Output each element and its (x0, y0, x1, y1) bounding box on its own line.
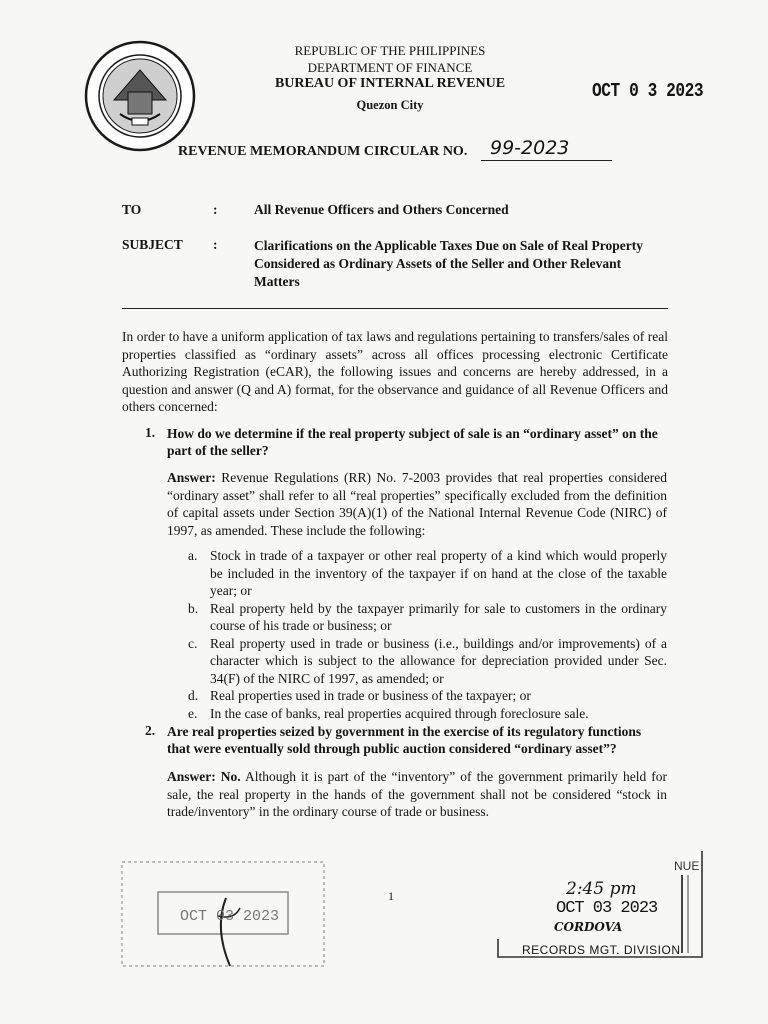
list-item-text: Real property used in trade or business (i.e., buildings and/or improvements) of a character which is subject to the allowance for depreciation provided under Sec. 34(F) of the NIRC of 1997, as amended; or (210, 635, 667, 686)
q1-question: How do we determine if the real property subject of sale is an “ordinary asset” on the part of the seller? (167, 426, 658, 458)
circular-number-line (481, 160, 612, 161)
list-item-mark: b. (188, 600, 199, 616)
stamp-division: RECORDS MGT. DIVISION (522, 943, 681, 957)
date-stamp: OCT 0 3 2023 (592, 80, 704, 102)
received-stamp-right (496, 845, 708, 963)
q1-answer (167, 469, 667, 539)
list-item (188, 600, 667, 635)
q2-answer (167, 768, 667, 821)
received-stamp-left (118, 858, 328, 970)
to-label: TO (122, 202, 142, 217)
left-stamp-date: OCT 03 2023 (180, 908, 280, 925)
q1-answer-text: Revenue Regulations (RR) No. 7-2003 provides that real properties considered “ordinary asset” shall refer to all “real properties” specifically excluded from the definition of capital assets under Section 39(A)(1) of the National Internal Revenue Code (NIRC) of 1997, as amended. These include the following: (167, 470, 667, 538)
bir-seal (84, 40, 196, 152)
list-item-mark: d. (188, 688, 199, 703)
subject-label: SUBJECT (122, 237, 183, 252)
header-department: DEPARTMENT OF FINANCE (307, 60, 473, 75)
list-item (188, 635, 667, 688)
to-value: All Revenue Officers and Others Concerned (254, 202, 509, 217)
list-item-text: Real properties used in trade or business of the taxpayer; or (210, 688, 531, 703)
q2-answer-text: Although it is part of the “inventory” of the government primarily held for sale, the real property in the hands of the government shall not be considered “stock in trade/inventory” in the ordinary course of trade or business. (167, 769, 667, 819)
list-item-mark: c. (188, 635, 198, 651)
header-bureau: BUREAU OF INTERNAL REVENUE (274, 76, 506, 91)
stamp-date: OCT 03 2023 (556, 899, 658, 918)
list-item-text: In the case of banks, real properties acquired through foreclosure sale. (210, 705, 589, 721)
q1-answer-label: Answer: (167, 470, 216, 485)
stamp-time: 2:45 pm (566, 879, 637, 899)
page-number: 1 (388, 889, 394, 903)
q2-number: 2. (145, 723, 156, 738)
list-item (188, 687, 667, 705)
to-colon: : (213, 202, 218, 217)
q2-question: Are real properties seized by government in the exercise of its regulatory functions that were eventually sold through public auction considered “ordinary asset”? (167, 724, 642, 756)
list-item (188, 705, 667, 723)
list-item-mark: e. (188, 705, 198, 721)
subject-line-2: Considered as Ordinary Assets of the Seller and Other Relevant (254, 256, 622, 271)
intro-paragraph: In order to have a uniform application of tax laws and regulations pertaining to transfers/sales of real properties classified as “ordinary assets” across all offices processing electronic Certificate Authorizing Registration (eCAR), the following issues and concerns are hereby addressed, in a question and answer (Q and A) format, for the observance and guidance of all Revenue Officers and others concerned: (122, 329, 668, 414)
list-item (188, 547, 667, 600)
stamp-initials: CORDOVA (554, 920, 623, 934)
q2-answer-label: Answer: No. (167, 769, 241, 784)
list-item-text: Real property held by the taxpayer primarily for sale to customers in the ordinary course of his trade or business; or (210, 600, 667, 633)
header-republic: REPUBLIC OF THE PHILIPPINES (294, 43, 486, 58)
header-city: Quezon City (356, 98, 424, 112)
subject-line-1: Clarifications on the Applicable Taxes Due on Sale of Real Property (254, 238, 644, 253)
header-divider (122, 308, 668, 309)
subject-colon: : (213, 237, 218, 252)
list-item-text: Stock in trade of a taxpayer or other real property of a kind which would properly be included in the inventory of the taxpayer if on hand at the close of the taxable year; or (210, 548, 667, 598)
list-item-mark: a. (188, 548, 198, 563)
circular-label: REVENUE MEMORANDUM CIRCULAR NO. (178, 144, 468, 159)
q1-number: 1. (145, 425, 156, 440)
subject-line-3: Matters (254, 274, 300, 289)
subject-value (254, 237, 643, 291)
stamp-corner-text: NUE (674, 859, 700, 873)
ordinary-asset-list (188, 547, 667, 722)
circular-number: 99-2023 (490, 137, 570, 159)
